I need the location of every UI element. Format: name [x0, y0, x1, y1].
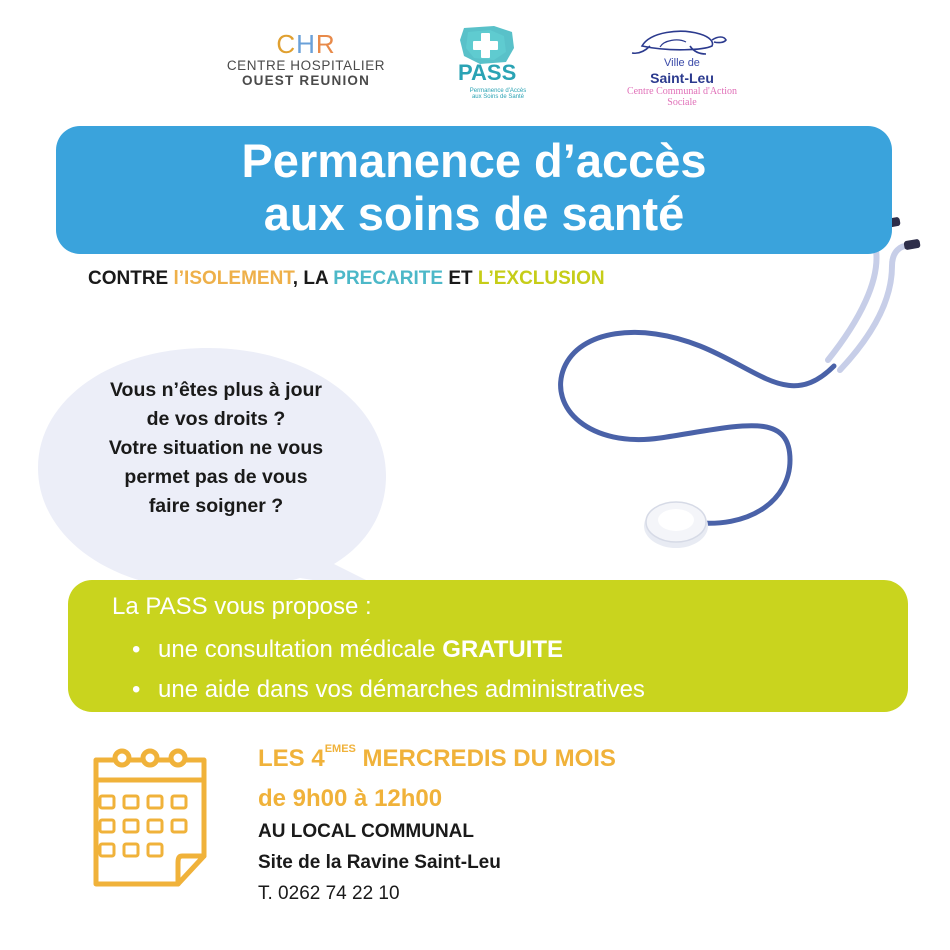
chr-line-1: CENTRE HOSPITALIER: [226, 58, 386, 73]
stethoscope-icon: [540, 210, 940, 570]
ville-line-1: Ville de: [664, 57, 700, 69]
ville-line-2: Saint-Leu: [650, 70, 714, 86]
schedule-phone: T. 0262 74 22 10: [258, 883, 400, 904]
bubble-line-2: de vos droits ?: [146, 408, 286, 430]
pass-logo: [450, 22, 530, 104]
schedule-site: Site de la Ravine Saint-Leu: [258, 852, 501, 873]
chr-mark-r: R: [315, 29, 336, 59]
tagline-la: , LA: [292, 268, 334, 289]
bubble-line-4: permet pas de vous: [124, 466, 308, 488]
tagline-contre: CONTRE: [88, 268, 174, 289]
bubble-line-5: faire soigner ?: [148, 495, 284, 517]
chr-line-2: OUEST REUNION: [241, 73, 371, 88]
chr-mark-h: H: [296, 29, 316, 59]
list-item: [132, 630, 645, 670]
schedule-days: [258, 745, 616, 773]
tagline: [88, 268, 605, 290]
offer-list: [132, 630, 645, 710]
chr-mark: [214, 30, 398, 58]
schedule-day-sup: EMES: [324, 743, 356, 755]
tagline-isolement: l’ISOLEMENT: [173, 268, 293, 289]
title-line-2: aux soins de santé: [263, 187, 685, 240]
schedule-day-suffix: MERCREDIS DU MOIS: [355, 745, 616, 772]
ville-logo: [620, 24, 744, 114]
offer-title: La PASS vous propose :: [112, 593, 372, 620]
tagline-precarite: PRECARITE: [333, 268, 444, 289]
bubble-line-1: Vous n’êtes plus à jour: [109, 379, 322, 401]
chr-logo: [214, 30, 398, 88]
schedule-place: AU LOCAL COMMUNAL: [258, 821, 475, 842]
tagline-exclusion: L’EXCLUSION: [477, 268, 605, 289]
turtle-icon: [620, 24, 744, 58]
page-title: [56, 134, 892, 240]
schedule-hours: de 9h00 à 12h00: [258, 785, 443, 812]
pass-word: PASS: [458, 60, 517, 85]
calendar-icon: [86, 744, 216, 892]
bubble-text: [56, 376, 376, 521]
offer-item-1-text: une consultation médicale: [158, 636, 443, 663]
title-line-1: Permanence d’accès: [241, 134, 707, 187]
pass-subtitle: Permanence d'Accès aux Soins de Santé: [469, 88, 527, 100]
tagline-et: ET: [443, 268, 478, 289]
chr-mark-c: C: [276, 29, 297, 59]
schedule-day-prefix: LES 4: [258, 745, 325, 772]
bubble-line-3: Votre situation ne vous: [108, 437, 324, 459]
ville-line-3: Centre Communal d'Action Sociale: [626, 86, 738, 108]
offer-item-2-text: une aide dans vos démarches administratives: [158, 676, 645, 703]
offer-item-1-strong: GRATUITE: [442, 636, 564, 663]
list-item: [132, 670, 645, 710]
